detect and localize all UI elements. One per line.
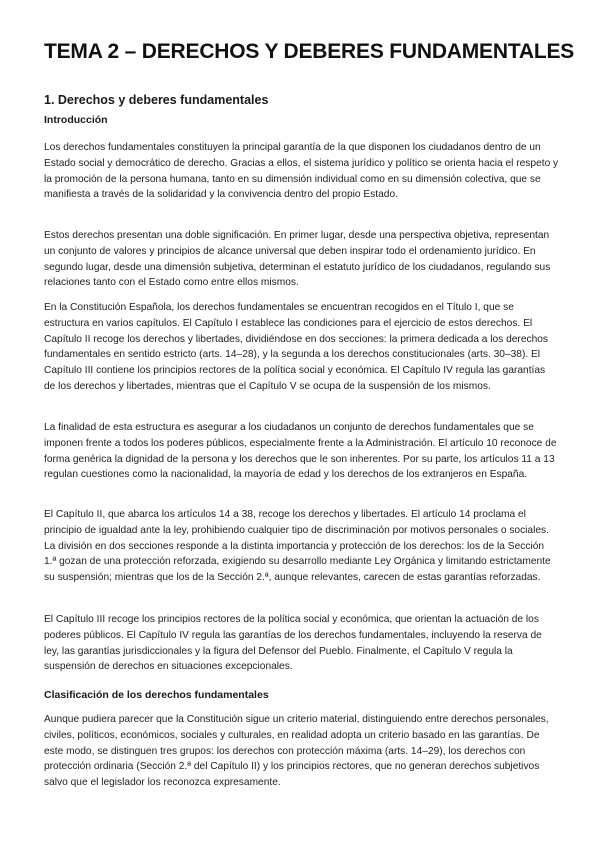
paragraph-classification: Aunque pudiera parecer que la Constitución sigue un criterio material, distinguiendo entre derechos personales, civiles, políticos, económicos, sociales y culturales, en realidad adopta un criterio basado en las garantías. De este modo, se distinguen tres grupos: los derechos con protección máxima (arts. 14–29), los derechos con protección ordinaria (Sección 2.ª del Capítulo II) y los principios rectores, que no generan derechos subjetivos salvo que el legislador los reconozca expresamente. — [44, 714, 549, 789]
paragraph-chapter-ii: El Capítulo II, que abarca los artículos 14 a 38, recoge los derechos y libertades. El artículo 14 proclama el principio de igualdad ante la ley, prohibiendo cualquier tipo de discriminación por motivos personales o sociales. La división en dos secciones responde a la distinta importancia y protección de los derechos: los de la Sección 1.ª gozan de una protección reforzada, exigiendo su desarrollo mediante Ley Orgánica y limitando estrictamente su suspensión; mientras que los de la Sección 2.ª, aunque relevantes, carecen de estas garantías reforzadas. — [44, 509, 551, 584]
classification-heading: Clasificación de los derechos fundamentales — [44, 689, 269, 701]
intro-heading: Introducción — [44, 114, 108, 126]
paragraph-chapters-iii-v: El Capítulo III recoge los principios rectores de la política social y económica, que orientan la actuación de los poderes públicos. El Capítulo IV regula las garantías de los derechos fundamentales, incluyendo la reserva de ley, las garantías jurisdiccionales y la figura del Defensor del Pueblo. Finalmente, el Capítulo V regula la suspensión de derechos en situaciones excepcionales. — [44, 614, 542, 673]
paragraph-structure: En la Constitución Española, los derechos fundamentales se encuentran recogidos en el Título I, que se estructura en varios capítulos. El Capítulo I establece las condiciones para el ejercicio de estos derechos. El Capítulo II recoge los derechos y libertades, dividiéndose en dos secciones: la primera dedicada a los derechos fundamentales en sentido estricto (arts. 14–28), y la segunda a los derechos constitucionales (arts. 30–38). El Capítulo III contiene los principios rectores de la política social y económica. El Capítulo IV regula las garantías de los derechos y libertades, mientras que el Capítulo V se ocupa de la suspensión de los mismos. — [44, 302, 549, 392]
document-title: TEMA 2 – DERECHOS Y DEBERES FUNDAMENTALES — [44, 40, 575, 63]
paragraph-intro-1: Los derechos fundamentales constituyen la principal garantía de la que disponen los ciudadanos dentro de un Estado social y democrático de derecho. Gracias a ellos, el sistema jurídico y político se orienta hacia el respeto y la promoción de la persona humana, tanto en su dimensión individual como en su dimensión colectiva, que se manifiesta a través de la solidaridad y la convivencia dentro del propio Estado. — [44, 142, 559, 201]
paragraph-purpose: La finalidad de esta estructura es asegurar a los ciudadanos un conjunto de derechos fundamentales que se imponen frente a todos los poderes públicos, especialmente frente a la Administración. El artículo 10 reconoce de forma genérica la dignidad de la persona y los derechos que le son inherentes. Por su parte, los artículos 11 a 13 regulan cuestiones como la nacionalidad, la mayoría de edad y los derechos de los extranjeros en España. — [44, 422, 557, 481]
paragraph-intro-2: Estos derechos presentan una doble significación. En primer lugar, desde una perspectiva objetiva, representan un conjunto de valores y principios de alcance universal que deben inspirar todo el ordenamiento jurídico. En segundo lugar, desde una dimensión subjetiva, determinan el estatuto jurídico de los ciudadanos, regulando sus relaciones tanto con el Estado como entre ellos mismos. — [44, 230, 551, 289]
section-heading: 1. Derechos y deberes fundamentales — [44, 93, 269, 107]
